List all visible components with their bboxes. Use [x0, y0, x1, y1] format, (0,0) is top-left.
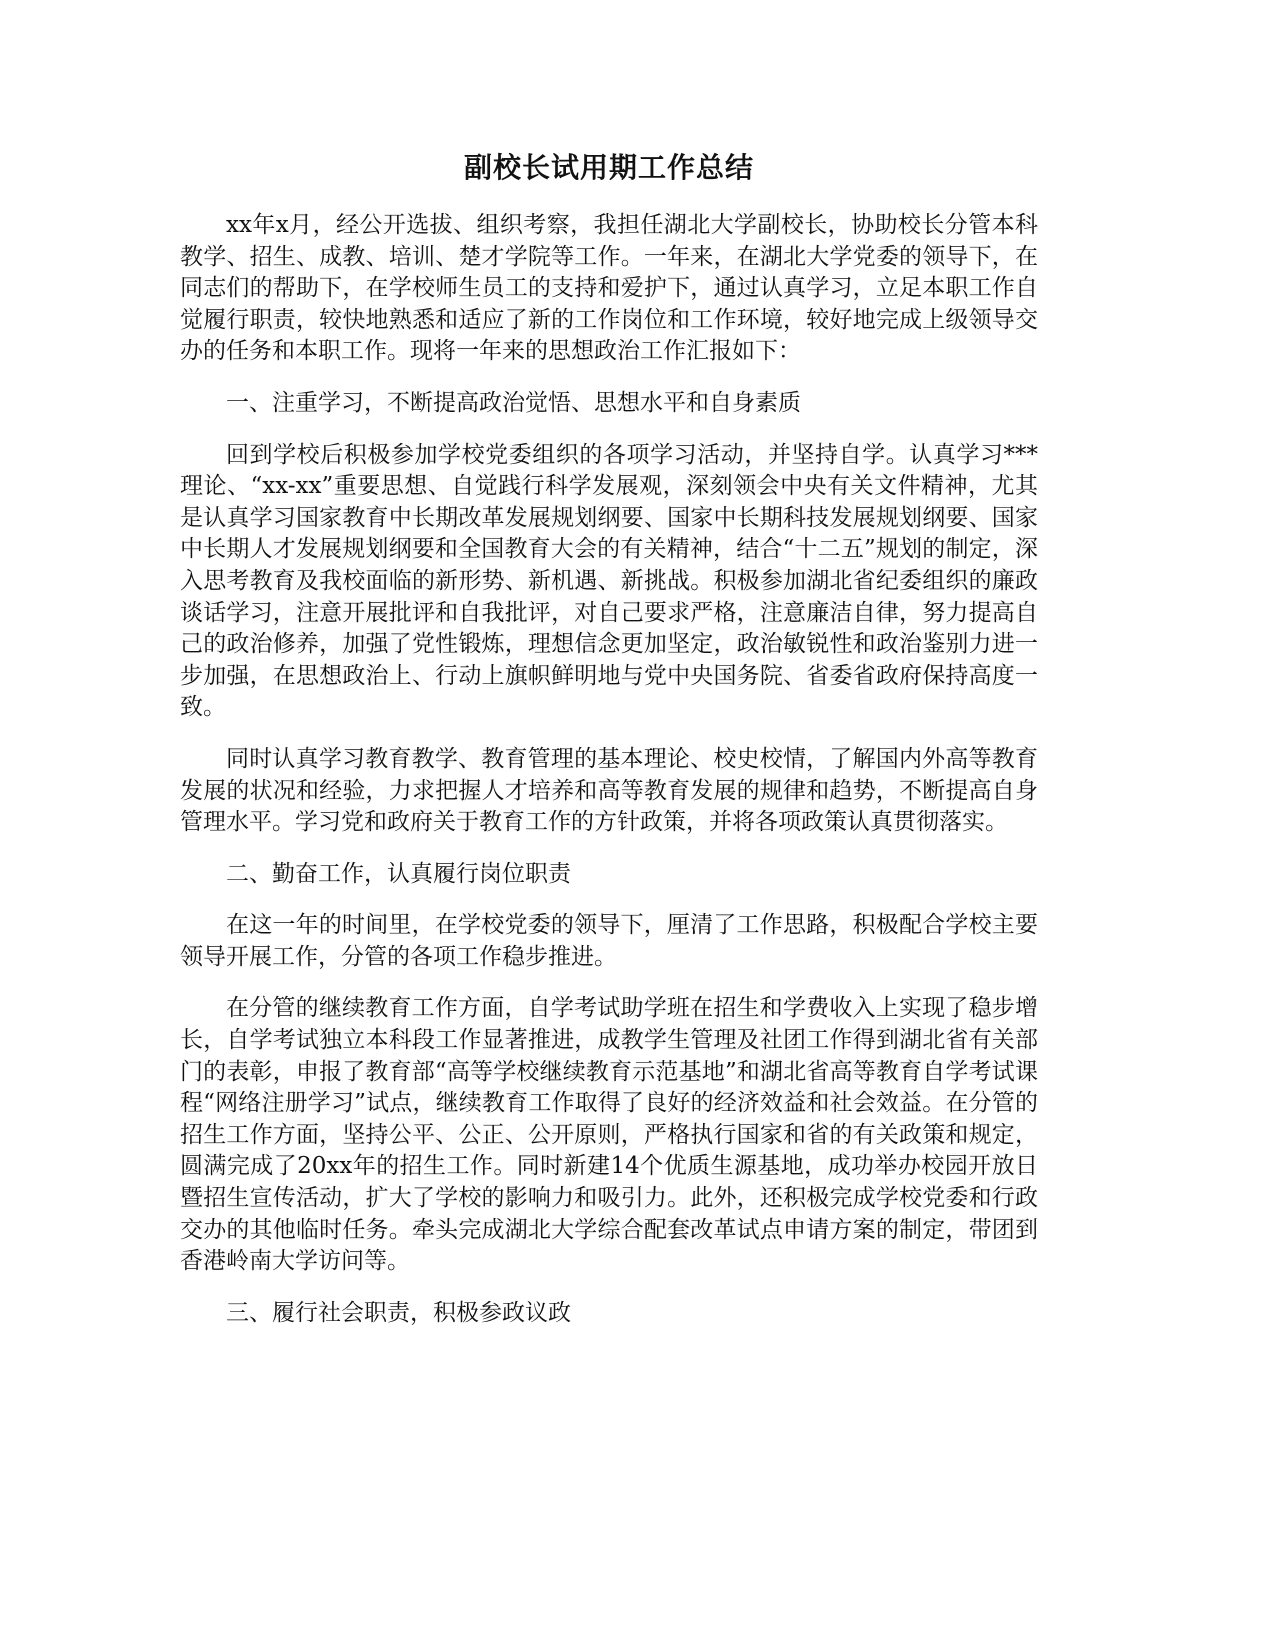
paragraph-study: 回到学校后积极参加学校党委组织的各项学习活动，并坚持自学。认真学习***理论、“xx-xx”重要思想、自觉践行科学发展观，深刻领会中央有关文件精神，尤其是认真学习国家教育中长期改革发展规划纲要、国家中长期科技发展规划纲要、国家中长期人才发展规划纲要和全国教育大会的有关精神，结合“十二五”规划的制定，深入思考教育及我校面临的新形势、新机遇、新挑战。积极参加湖北省纪委组织的廉政谈话学习，注意开展批评和自我批评，对自己要求严格，注意廉洁自律，努力提高自己的政治修养，加强了党性锻炼，理想信念更加坚定，政治敏锐性和政治鉴别力进一步加强，在思想政治上、行动上旗帜鲜明地与党中央国务院、省委省政府保持高度一致。: [180, 441, 1038, 721]
section-heading-1: 一、注重学习，不断提高政治觉悟、思想水平和自身素质: [226, 389, 801, 416]
paragraph-continuing-education: 在分管的继续教育工作方面，自学考试助学班在招生和学费收入上实现了稳步增长，自学考试独立本科段工作显著推进，成教学生管理及社团工作得到湖北省有关部门的表彰，申报了教育部“高等学校继续教育示范基地”和湖北省高等教育自学考试课程“网络注册学习”试点，继续教育工作取得了良好的经济效益和社会效益。在分管的招生工作方面，坚持公平、公正、公开原则，严格执行国家和省的有关政策和规定，圆满完成了20xx年的招生工作。同时新建14个优质生源基地，成功举办校园开放日暨招生宣传活动，扩大了学校的影响力和吸引力。此外，还积极完成学校党委和行政交办的其他临时任务。牵头完成湖北大学综合配套改革试点申请方案的制定，带团到香港岭南大学访问等。: [180, 995, 1038, 1275]
document-page: [180, 0, 1038, 1329]
paragraph-management-study: 同时认真学习教育教学、教育管理的基本理论、校史校情，了解国内外高等教育发展的状况和经验，力求把握人才培养和高等教育发展的规律和趋势，不断提高自身管理水平。学习党和政府关于教育工作的方针政策，并将各项政策认真贯彻落实。: [180, 745, 1038, 836]
document-title: 副校长试用期工作总结: [463, 151, 754, 184]
section-heading-3: 三、履行社会职责，积极参政议政: [226, 1299, 571, 1326]
section-heading-2: 二、勤奋工作，认真履行岗位职责: [226, 860, 571, 887]
paragraph-work-overview: 在这一年的时间里，在学校党委的领导下，厘清了工作思路，积极配合学校主要领导开展工作，分管的各项工作稳步推进。: [180, 912, 1038, 970]
paragraph-intro: xx年x月，经公开选拔、组织考察，我担任湖北大学副校长，协助校长分管本科教学、招生、成教、培训、楚才学院等工作。一年来，在湖北大学党委的领导下，在同志们的帮助下，在学校师生员工的支持和爱护下，通过认真学习，立足本职工作自觉履行职责，较快地熟悉和适应了新的工作岗位和工作环境，较好地完成上级领导交办的任务和本职工作。现将一年来的思想政治工作汇报如下：: [180, 212, 1038, 365]
